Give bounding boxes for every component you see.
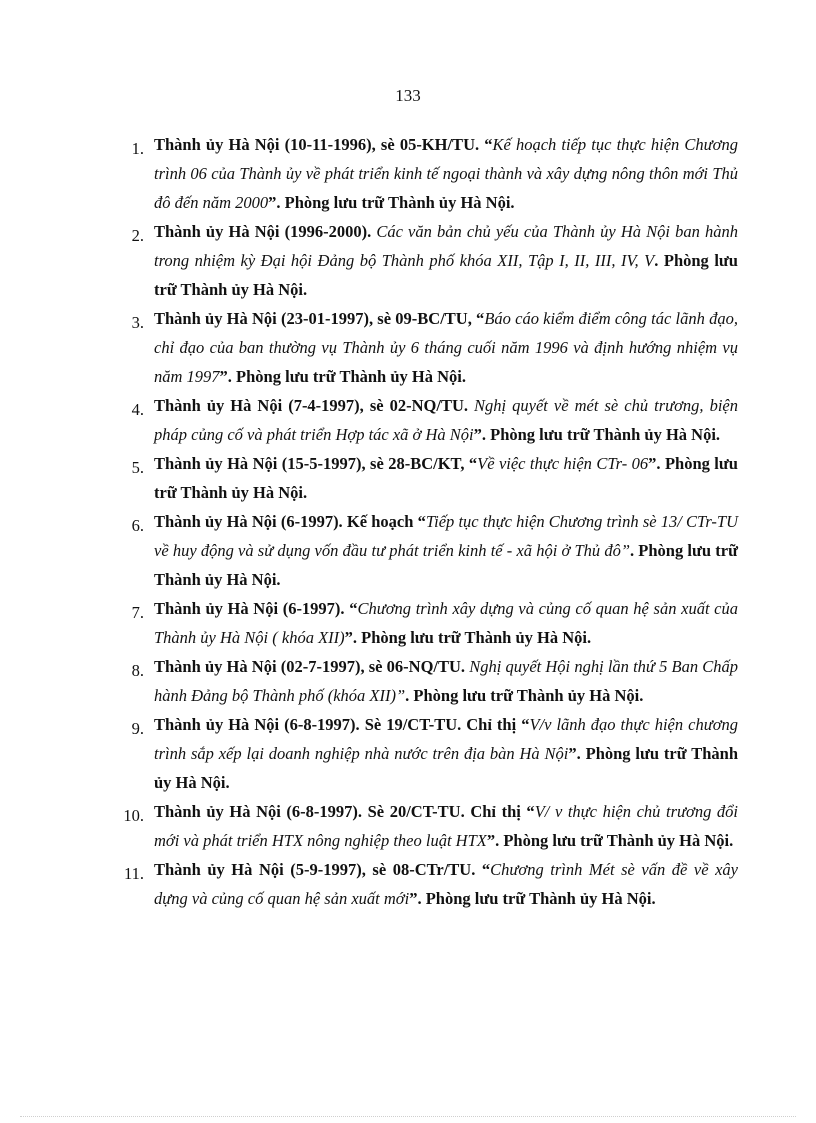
reference-author: Thành ủy Hà Nội (15-5-1997) [154,454,362,473]
reference-author: Thành ủy Hà Nội (6-1997). [154,599,345,618]
reference-author: Thành ủy Hà Nội (10-11-1996) [154,135,372,154]
reference-title: Về việc thực hiện CTr- 06 [477,454,649,473]
reference-code: , sè 05-KH/TU. “ [371,135,493,154]
reference-title: V/ v thực hiện chủ trương đổi mới và phát triển HTX nông nghiệp theo luật HTX [154,802,738,850]
reference-number: 8. [131,661,144,680]
reference-code: , sè 06-NQ/TU. [360,657,470,676]
reference-number: 3. [131,313,144,332]
reference-author: Thành ủy Hà Nội (6-8-1997). [154,802,363,821]
reference-title: Chương trình Mét sè vấn đề về xây dựng và củng cố quan hệ sản xuất mới [154,860,738,908]
reference-item [122,130,738,217]
reference-item [122,594,738,652]
reference-item [122,797,738,855]
reference-archive: ”. Phòng lưu trữ Thành ủy Hà Nội. [473,425,721,444]
reference-title: Báo cáo kiểm điểm công tác lãnh đạo, chỉ đạo của ban thường vụ Thành ủy 6 tháng cuối năm 1996 và định hướng nhiệm vụ năm 1997 [154,309,738,386]
reference-author: Thành ủy Hà Nội (7-4-1997) [154,396,360,415]
reference-author: Thành ủy Hà Nội (5-9-1997) [154,860,362,879]
reference-code: Kế hoạch “ [342,512,426,531]
reference-archive: ”. Phòng lưu trữ Thành ủy Hà Nội. [154,454,738,502]
reference-number: 2. [131,226,144,245]
reference-archive: ”. Phòng lưu trữ Thành ủy Hà Nội. [409,889,656,908]
reference-author: Thành ủy Hà Nội (1996-2000). [154,222,372,241]
reference-code: , sè 28-BC/KT, “ [361,454,478,473]
reference-number: 9. [131,719,144,738]
reference-code: , sè 08-CTr/TU. “ [361,860,491,879]
reference-title: Nghị quyết Hội nghị lần thứ 5 Ban Chấp hành Đảng bộ Thành phố (khóa XII)” [154,657,738,705]
reference-item [122,855,738,913]
reference-number: 7. [131,603,144,622]
reference-title: Chương trình xây dựng và củng cố quan hệ sản xuất của Thành ủy Hà Nội ( khóa XII) [154,599,739,647]
reference-number: 11. [123,864,144,883]
reference-title: Các văn bản chủ yếu của Thành ủy Hà Nội ban hành trong nhiệm kỳ Đại hội Đảng bộ Thành phố khóa XII, Tập I, II, III, IV, V [154,222,739,270]
reference-code: “ [344,599,358,618]
reference-list [122,130,738,913]
reference-item [122,391,738,449]
reference-number: 1. [131,139,144,158]
reference-item [122,217,738,304]
reference-author: Thành ủy Hà Nội (23-01-1997) [154,309,369,328]
reference-item [122,304,738,391]
reference-archive: ”. Phòng lưu trữ Thành ủy Hà Nội. [268,193,515,212]
reference-archive: ”. Phòng lưu trữ Thành ủy Hà Nội. [154,744,738,792]
reference-archive: . Phòng lưu trữ Thành ủy Hà Nội. [154,251,738,299]
reference-archive: ”. Phòng lưu trữ Thành ủy Hà Nội. [219,367,466,386]
reference-code: Sè 19/CT-TU. Chỉ thị “ [359,715,530,734]
reference-item [122,507,738,594]
reference-number: 10. [123,806,144,825]
reference-code: Sè 20/CT-TU. Chỉ thị “ [362,802,535,821]
reference-title: V/v lãnh đạo thực hiện chương trình sắp xếp lại doanh nghiệp nhà nước trên địa bàn Hà Nội [154,715,739,763]
reference-item [122,652,738,710]
reference-author: Thành ủy Hà Nội (02-7-1997) [154,657,361,676]
reference-archive: ”. Phòng lưu trữ Thành ủy Hà Nội. [486,831,734,850]
reference-title: Kế hoạch tiếp tục thực hiện Chương trình 06 của Thành ủy về phát triển kinh tế ngoại thành và xây dựng nông thôn mới Thủ đô đến năm 2000 [154,135,738,212]
reference-title: Nghị quyết về mét sè chủ trương, biện pháp củng cố và phát triển Hợp tác xã ở Hà Nội [154,396,738,444]
reference-title: Tiếp tục thực hiện Chương trình sè 13/ CTr-TU về huy động và sử dụng vốn đầu tư phát triển kinh tế - xã hội ở Thủ đô” [154,512,738,560]
reference-archive: . Phòng lưu trữ Thành ủy Hà Nội. [154,541,738,589]
reference-archive: ”. Phòng lưu trữ Thành ủy Hà Nội. [344,628,592,647]
reference-author: Thành ủy Hà Nội (6-8-1997). [154,715,360,734]
reference-item [122,449,738,507]
reference-archive: . Phòng lưu trữ Thành ủy Hà Nội. [405,686,644,705]
reference-author: Thành ủy Hà Nội (6-1997). [154,512,343,531]
reference-number: 5. [131,458,144,477]
reference-code: , sè 02-NQ/TU. [359,396,475,415]
page-number: 133 [395,86,421,105]
reference-code: , sè 09-BC/TU, “ [368,309,485,328]
reference-number: 6. [131,516,144,535]
footer-divider [20,1116,796,1117]
reference-item [122,710,738,797]
reference-number: 4. [131,400,144,419]
